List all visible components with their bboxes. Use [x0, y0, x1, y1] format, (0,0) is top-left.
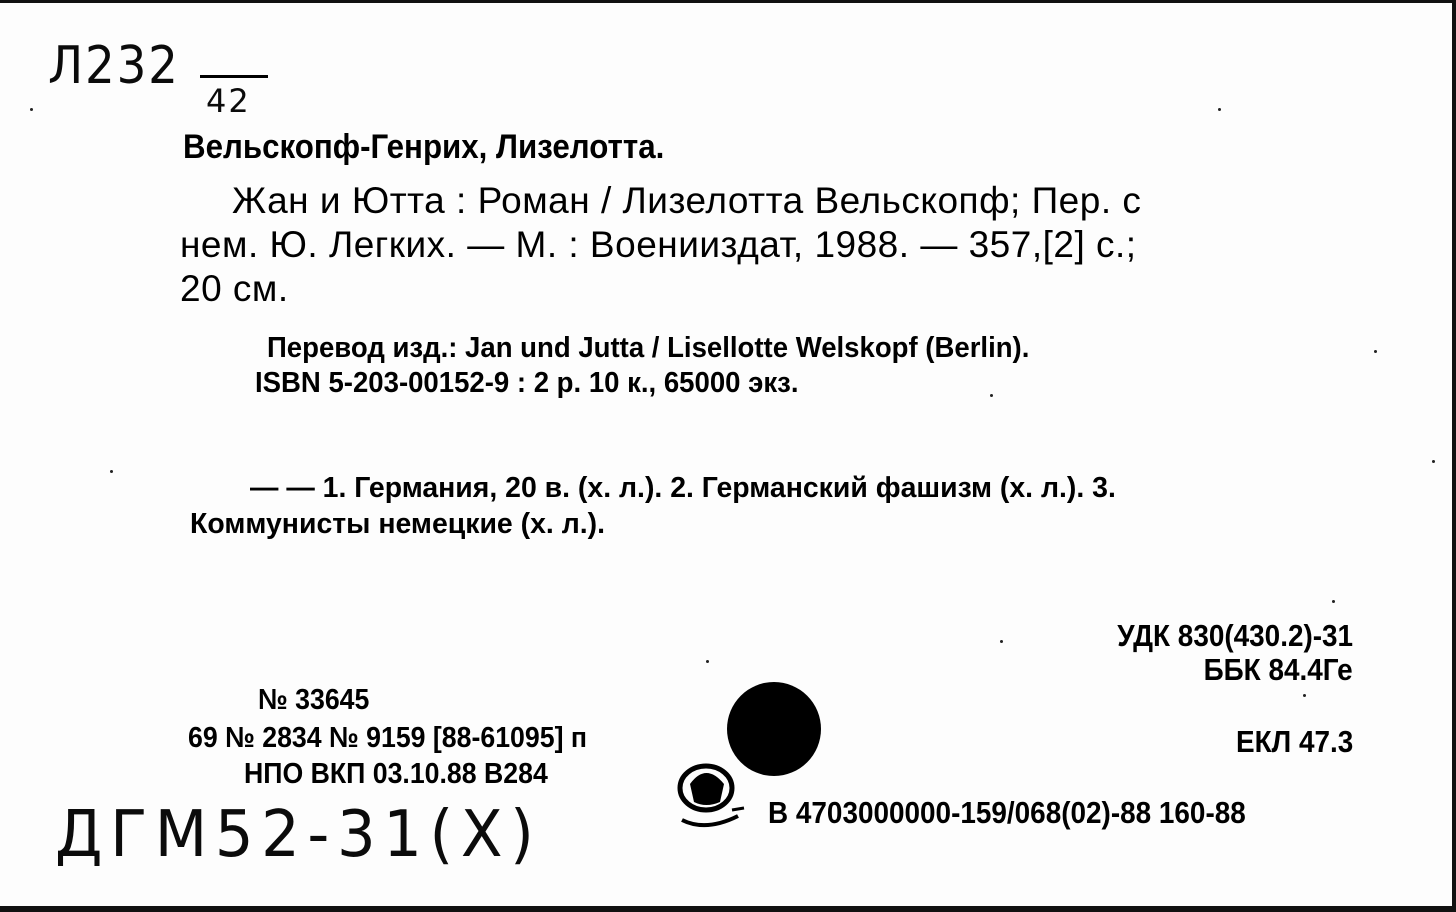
handwritten-bottom-code: ДГМ52-31(Х)	[55, 798, 542, 872]
description-line-3: 20 см.	[180, 268, 289, 309]
scan-speck	[990, 394, 993, 397]
production-number: № 33645	[258, 684, 370, 716]
npo-line: НПО ВКП 03.10.88 В284	[244, 758, 548, 790]
scan-speck	[1303, 694, 1306, 697]
card-bottom-edge	[0, 906, 1456, 912]
scan-speck	[1000, 640, 1003, 643]
scan-speck	[1218, 108, 1221, 111]
handwritten-fraction-denominator: 42	[206, 82, 251, 120]
isbn-note: ISBN 5-203-00152-9 : 2 р. 10 к., 65000 экз.	[255, 367, 799, 399]
fraction-line	[200, 75, 268, 78]
copyright-mark-icon	[676, 750, 746, 830]
subject-line-1: — — 1. Германия, 20 в. (х. л.). 2. Германский фашизм (х. л.). 3.	[250, 472, 1116, 504]
scan-speck	[706, 660, 709, 663]
scan-speck	[110, 470, 113, 473]
order-line: 69 № 2834 № 9159 [88-61095] п	[188, 722, 587, 754]
card-top-edge	[0, 0, 1456, 3]
udk-code: УДК 830(430.2)-31	[1117, 618, 1353, 653]
publication-code: В 4703000000-159/068(02)-88 160-88	[768, 795, 1246, 830]
subject-line-2: Коммунисты немецкие (х. л.).	[190, 508, 606, 540]
translation-note: Перевод изд.: Jan und Jutta / Lisellotte Welskopf (Berlin).	[267, 332, 1030, 364]
author-heading: Вельскопф-Генрих, Лизелотта.	[183, 128, 665, 166]
description-line-2: нем. Ю. Легких. — М. : Военииздат, 1988. — 357,[2] с.;	[180, 224, 1137, 265]
scan-speck	[30, 108, 33, 111]
scan-speck	[1432, 460, 1435, 463]
scan-speck	[1332, 600, 1335, 603]
scan-speck	[1374, 350, 1377, 353]
card-right-edge	[1452, 0, 1456, 912]
bbk-code: ББК 84.4Ге	[1203, 652, 1353, 687]
handwritten-shelfmark: Л232	[48, 36, 180, 96]
description-line-1: Жан и Ютта : Роман / Лизелотта Вельскопф; Пер. с	[232, 180, 1142, 221]
ekl-code: ЕКЛ 47.3	[1235, 724, 1353, 759]
